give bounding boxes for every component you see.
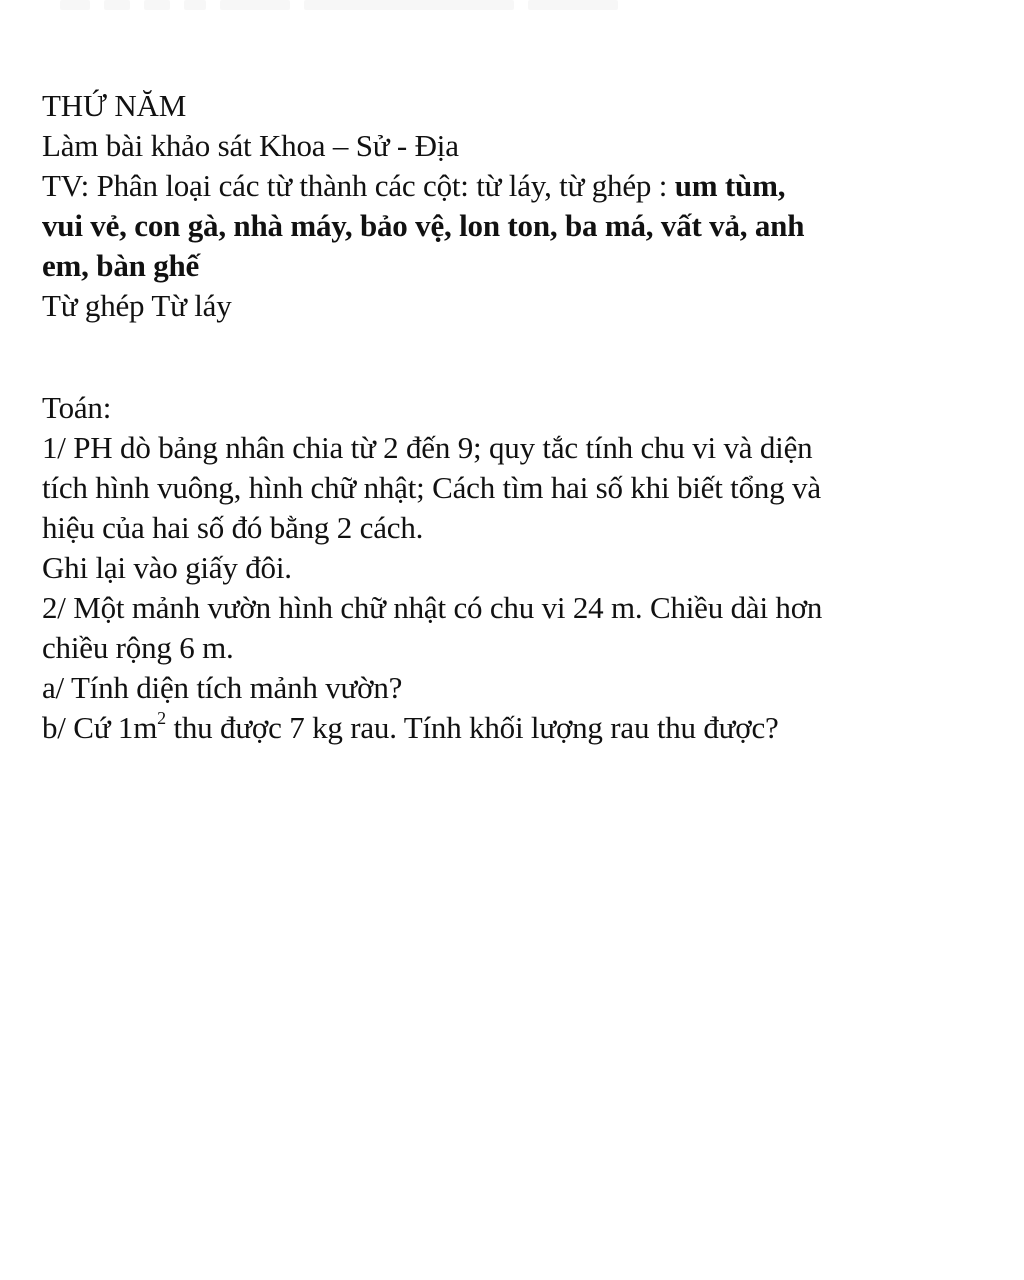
tv-section (42, 166, 942, 326)
tv-words-part3: em, bàn ghế (42, 248, 200, 283)
math-heading: Toán: (42, 390, 112, 425)
part-b-prefix: b/ Cứ 1m (42, 710, 158, 745)
math-task1-line4: Ghi lại vào giấy đôi. (42, 550, 292, 585)
squared-superscript: 2 (157, 708, 166, 728)
math-task1-line3: hiệu của hai số đó bằng 2 cách. (42, 510, 424, 545)
tv-column-labels: Từ ghép Từ láy (42, 288, 232, 323)
homework-document (42, 86, 942, 748)
math-task1-line1: 1/ PH dò bảng nhân chia từ 2 đến 9; quy tắc tính chu vi và diện (42, 430, 813, 465)
math-task2-part-b (42, 708, 942, 748)
math-section (42, 388, 942, 748)
math-task2-line1: 2/ Một mảnh vườn hình chữ nhật có chu vi 24 m. Chiều dài hơn (42, 590, 823, 625)
day-heading: THỨ NĂM (42, 88, 187, 123)
tv-words-part2: vui vẻ, con gà, nhà máy, bảo vệ, lon ton, ba má, vất vả, anh (42, 208, 805, 243)
survey-line: Làm bài khảo sát Khoa – Sử - Địa (42, 128, 459, 163)
math-task2-part-a: a/ Tính diện tích mảnh vườn? (42, 670, 403, 705)
tv-instruction: TV: Phân loại các từ thành các cột: từ láy, từ ghép : (42, 168, 675, 203)
faded-header-bleed (60, 0, 700, 14)
tv-words-part1: um tùm, (674, 168, 786, 203)
math-task1-line2: tích hình vuông, hình chữ nhật; Cách tìm hai số khi biết tổng và (42, 470, 821, 505)
tv-intro-line (42, 166, 942, 206)
spacer (42, 326, 942, 388)
part-b-suffix: thu được 7 kg rau. Tính khối lượng rau thu được? (165, 710, 779, 745)
math-task2-line2: chiều rộng 6 m. (42, 630, 234, 665)
